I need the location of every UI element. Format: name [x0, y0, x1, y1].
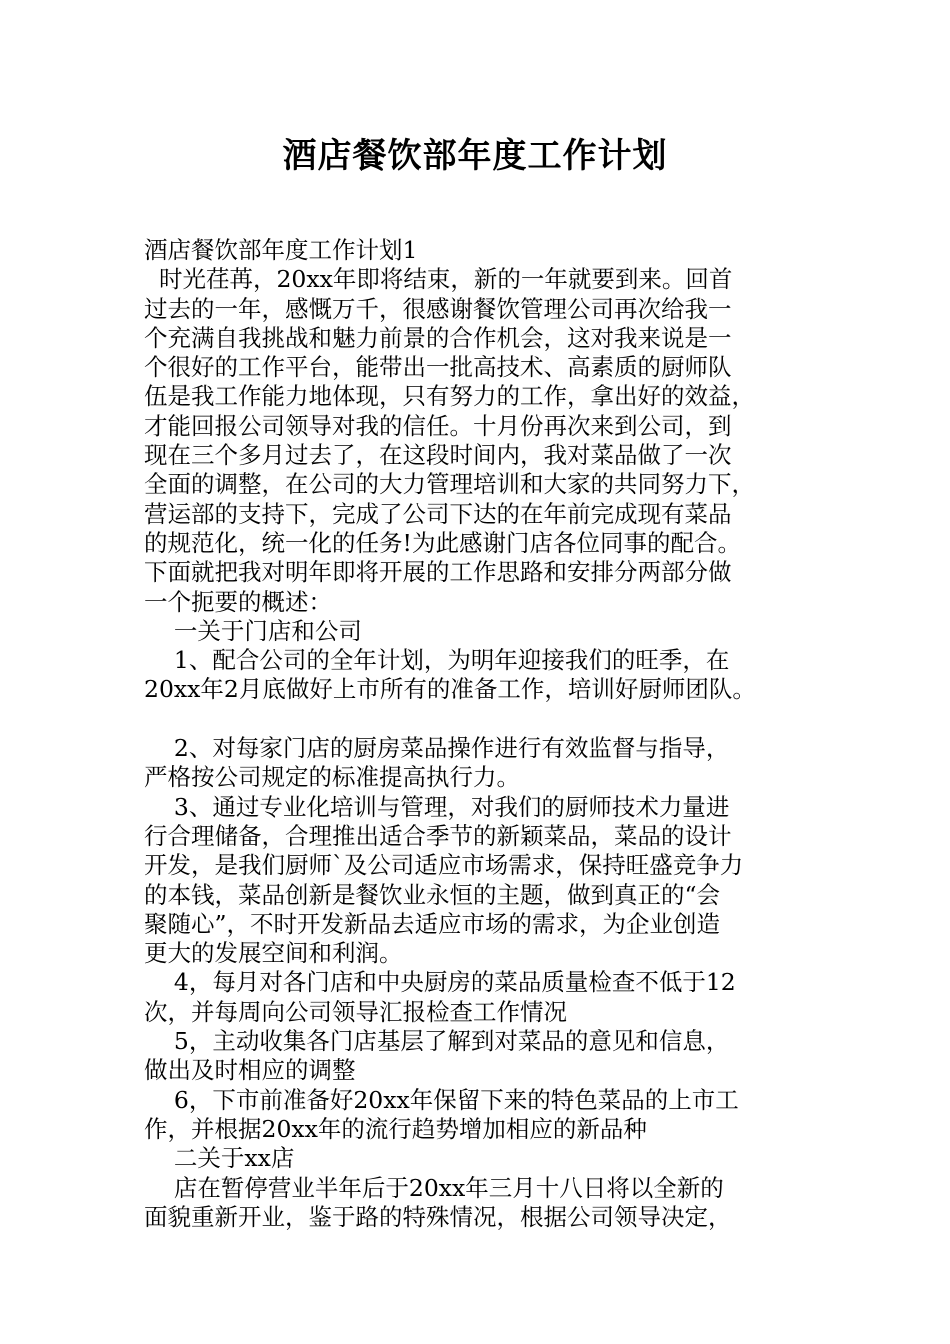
section-heading: 一关于门店和公司 — [144, 616, 362, 645]
document-body — [144, 236, 804, 1232]
text-line: 的规范化，统一化的任务!为此感谢门店各位同事的配合。 — [144, 528, 741, 557]
text-line: 1、配合公司的全年计划，为明年迎接我们的旺季，在 — [144, 646, 730, 675]
text-line: 5，主动收集各门店基层了解到对菜品的意见和信息， — [144, 1027, 730, 1056]
text-line: 面貌重新开业，鉴于路的特殊情况，根据公司领导决定， — [144, 1202, 732, 1231]
text-line: 伍是我工作能力地体现，只有努力的工作，拿出好的效益， — [144, 382, 755, 411]
text-line: 酒店餐饮部年度工作计划1 — [144, 236, 418, 264]
text-line: 的本钱，菜品创新是餐饮业永恒的主题，做到真正的“会 — [144, 880, 721, 909]
blank-line — [144, 705, 804, 734]
section-heading: 二关于xx店 — [144, 1144, 295, 1173]
text-line: 2、对每家门店的厨房菜品操作进行有效监督与指导， — [144, 734, 730, 763]
text-line: 4，每月对各门店和中央厨房的菜品质量检查不低于12 — [144, 968, 736, 997]
text-line: 6，下市前准备好20xx年保留下来的特色菜品的上市工 — [144, 1085, 739, 1114]
text-line: 更大的发展空间和利润。 — [144, 939, 403, 968]
text-line: 才能回报公司领导对我的信任。十月份再次来到公司，到 — [144, 411, 732, 440]
text-line: 个充满自我挑战和魅力前景的合作机会，这对我来说是一 — [144, 323, 732, 352]
text-line: 个很好的工作平台，能带出一批高技术、高素质的厨师队 — [144, 353, 732, 382]
text-line: 严格按公司规定的标准提高执行力。 — [144, 763, 520, 792]
text-line: 过去的一年，感慨万千，很感谢餐饮管理公司再次给我一 — [144, 294, 732, 323]
text-line: 全面的调整，在公司的大力管理培训和大家的共同努力下， — [144, 470, 755, 499]
text-line: 店在暂停营业半年后于20xx年三月十八日将以全新的 — [144, 1173, 724, 1202]
text-line: 行合理储备，合理推出适合季节的新颖菜品，菜品的设计 — [144, 821, 732, 850]
text-line: 做出及时相应的调整 — [144, 1056, 356, 1085]
text-line: 20xx年2月底做好上市所有的准备工作，培训好厨师团队。 — [144, 675, 756, 704]
text-line: 聚随心”，不时开发新品去适应市场的需求，为企业创造 — [144, 909, 721, 938]
text-line: 一个扼要的概述： — [144, 587, 332, 616]
text-line: 次，并每周向公司领导汇报检查工作情况 — [144, 997, 567, 1026]
text-line: 时光荏苒，20xx年即将结束，新的一年就要到来。回首 — [144, 265, 733, 294]
text-line: 开发，是我们厨师`及公司适应市场需求，保持旺盛竞争力 — [144, 851, 744, 880]
text-line: 作，并根据20xx年的流行趋势增加相应的新品种 — [144, 1114, 647, 1143]
text-line: 营运部的支持下，完成了公司下达的在年前完成现有菜品 — [144, 499, 732, 528]
text-line: 3、通过专业化培训与管理，对我们的厨师技术力量进 — [144, 792, 730, 821]
text-line: 下面就把我对明年即将开展的工作思路和安排分两部分做 — [144, 558, 732, 587]
document-title: 酒店餐饮部年度工作计划 — [282, 136, 668, 176]
text-line: 现在三个多月过去了，在这段时间内，我对菜品做了一次 — [144, 441, 732, 470]
